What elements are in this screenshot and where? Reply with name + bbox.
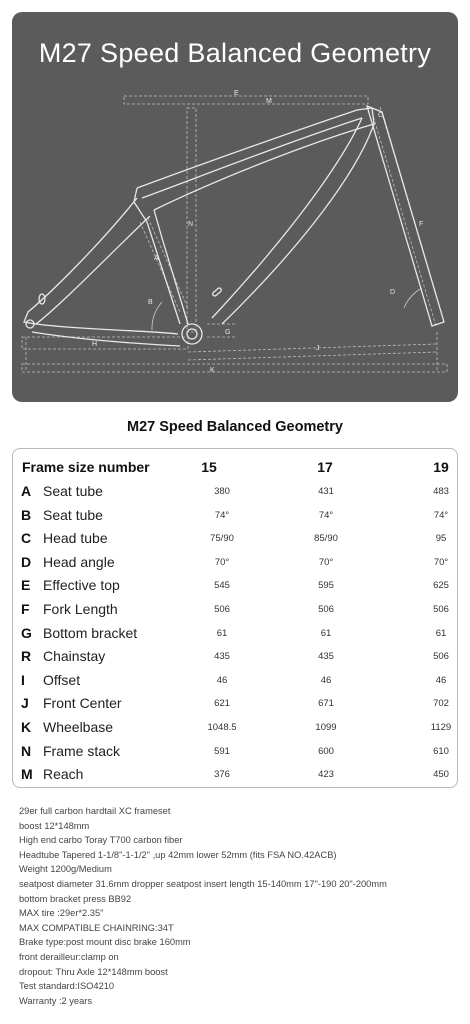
- spec-note-line: High end carbo Toray T700 carbon fiber: [19, 835, 183, 846]
- row-letter: F: [21, 601, 30, 617]
- label-f: F: [419, 221, 424, 228]
- row-letter: C: [21, 530, 32, 546]
- row-letter: D: [21, 554, 32, 570]
- dimension-lines: [22, 96, 447, 372]
- row-value-size-19: 61: [435, 628, 447, 639]
- label-k: K: [210, 367, 215, 374]
- label-m: M: [266, 98, 272, 105]
- label-n: N: [188, 221, 194, 228]
- row-value-size-17: 423: [318, 769, 334, 780]
- label-d: D: [390, 289, 396, 296]
- table-row: [13, 483, 459, 506]
- row-name: Head tube: [43, 530, 108, 546]
- table-row: [13, 672, 459, 695]
- row-value-size-15: 376: [214, 769, 230, 780]
- spec-note-line: Headtube Tapered 1-1/8"-1-1/2" ,up 42mm lower 52mm (fits FSA NO.42ACB): [19, 849, 337, 860]
- row-name: Effective top: [43, 577, 120, 593]
- table-row: [13, 648, 459, 671]
- spec-note-line: Weight 1200g/Medium: [19, 864, 112, 875]
- header-size-17: 17: [317, 459, 333, 475]
- table-title: M27 Speed Balanced Geometry: [127, 419, 343, 435]
- row-value-size-15: 380: [214, 486, 230, 497]
- row-letter: N: [21, 743, 32, 759]
- spec-note-line: MAX tire :29er*2.35": [19, 908, 104, 919]
- row-value-size-17: 1099: [315, 722, 337, 733]
- row-value-size-15: 75/90: [210, 533, 234, 544]
- row-name: Seat tube: [43, 483, 103, 499]
- label-e: E: [234, 90, 239, 97]
- row-value-size-15: 46: [216, 675, 228, 686]
- table-header-row: [13, 459, 459, 482]
- row-value-size-15: 435: [214, 651, 230, 662]
- row-value-size-15: 506: [214, 604, 230, 615]
- row-name: Reach: [43, 766, 84, 782]
- specification-notes: [19, 804, 387, 1008]
- row-value-size-17: 595: [318, 580, 334, 591]
- row-value-size-17: 600: [318, 746, 334, 757]
- row-value-size-19: 506: [433, 651, 449, 662]
- row-value-size-17: 61: [320, 628, 332, 639]
- row-value-size-15: 545: [214, 580, 230, 591]
- row-letter: B: [21, 507, 32, 523]
- table-row: [13, 530, 459, 553]
- table-row: [13, 554, 459, 577]
- spec-note-line: front derailleur:clamp on: [19, 951, 119, 962]
- row-value-size-15: 74°: [214, 510, 230, 521]
- label-g: G: [225, 329, 231, 336]
- spec-note-line: Warranty :2 years: [19, 995, 93, 1006]
- row-value-size-19: 702: [433, 698, 449, 709]
- header-size-19: 19: [433, 459, 449, 475]
- row-value-size-19: 46: [435, 675, 447, 686]
- label-b: B: [148, 299, 153, 306]
- spec-note-line: 29er full carbon hardtail XC frameset: [19, 806, 171, 816]
- row-letter: K: [21, 719, 32, 735]
- row-letter: J: [21, 695, 29, 711]
- table-row: [13, 601, 459, 624]
- row-value-size-15: 70°: [214, 557, 230, 568]
- table-row: [13, 625, 459, 648]
- row-letter: I: [21, 672, 25, 688]
- header-size-15: 15: [201, 459, 217, 475]
- row-value-size-19: 506: [433, 604, 449, 615]
- row-value-size-19: 625: [433, 580, 449, 591]
- spec-note-line: bottom bracket press BB92: [19, 893, 132, 904]
- row-letter: G: [21, 625, 32, 641]
- row-name: Chainstay: [43, 648, 106, 664]
- diagram-title: M27 Speed Balanced Geometry: [38, 38, 432, 68]
- label-h: H: [92, 341, 98, 348]
- row-value-size-19: 1129: [430, 722, 452, 733]
- row-value-size-19: 70°: [433, 557, 449, 568]
- label-c: C: [378, 112, 384, 119]
- row-value-size-17: 70°: [318, 557, 334, 568]
- geometry-table: [12, 448, 458, 788]
- row-value-size-19: 74°: [433, 510, 449, 521]
- spec-note-line: Test standard:ISO4210: [19, 981, 115, 992]
- row-letter: R: [21, 648, 32, 664]
- spec-note-line: Brake type:post mount disc brake 160mm: [19, 937, 191, 948]
- row-letter: A: [21, 483, 32, 499]
- frame-geometry-drawing: [12, 12, 458, 402]
- label-a: A: [154, 255, 159, 262]
- row-value-size-19: 450: [433, 769, 449, 780]
- row-value-size-19: 483: [433, 486, 449, 497]
- row-name: Bottom bracket: [43, 625, 138, 641]
- row-value-size-15: 591: [214, 746, 230, 757]
- table-row: [13, 695, 459, 718]
- row-letter: E: [21, 577, 31, 593]
- row-value-size-15: 61: [216, 628, 228, 639]
- table-row: [13, 577, 459, 600]
- row-name: Front Center: [43, 695, 122, 711]
- table-row: [13, 507, 459, 530]
- spec-note-line: boost 12*148mm: [19, 820, 90, 831]
- row-value-size-15: 1048.5: [207, 722, 237, 733]
- row-name: Fork Length: [43, 601, 118, 617]
- row-letter: M: [21, 766, 33, 782]
- spec-note-line: seatpost diameter 31.6mm dropper seatpost insert length 15-140mm 17"-190 20"-200mm: [19, 878, 387, 889]
- geometry-diagram-panel: [12, 12, 458, 402]
- row-value-size-17: 435: [318, 651, 334, 662]
- row-value-size-17: 74°: [318, 510, 334, 521]
- table-row: [13, 743, 459, 766]
- row-value-size-17: 85/90: [314, 533, 338, 544]
- row-value-size-15: 621: [214, 698, 230, 709]
- header-label: Frame size number: [22, 459, 150, 475]
- table-row: [13, 766, 459, 789]
- row-name: Frame stack: [43, 743, 121, 759]
- row-value-size-19: 95: [435, 533, 447, 544]
- row-value-size-17: 46: [320, 675, 332, 686]
- row-value-size-19: 610: [433, 746, 449, 757]
- row-name: Seat tube: [43, 507, 103, 523]
- row-value-size-17: 506: [318, 604, 334, 615]
- spec-note-line: MAX COMPATIBLE CHAINRING:34T: [19, 922, 174, 933]
- row-value-size-17: 671: [318, 698, 334, 709]
- row-value-size-17: 431: [318, 486, 334, 497]
- label-j: J: [316, 345, 320, 352]
- spec-note-line: dropout: Thru Axle 12*148mm boost: [19, 966, 168, 977]
- row-name: Offset: [43, 672, 81, 688]
- row-name: Wheelbase: [43, 719, 114, 735]
- table-row: [13, 719, 459, 742]
- row-name: Head angle: [43, 554, 115, 570]
